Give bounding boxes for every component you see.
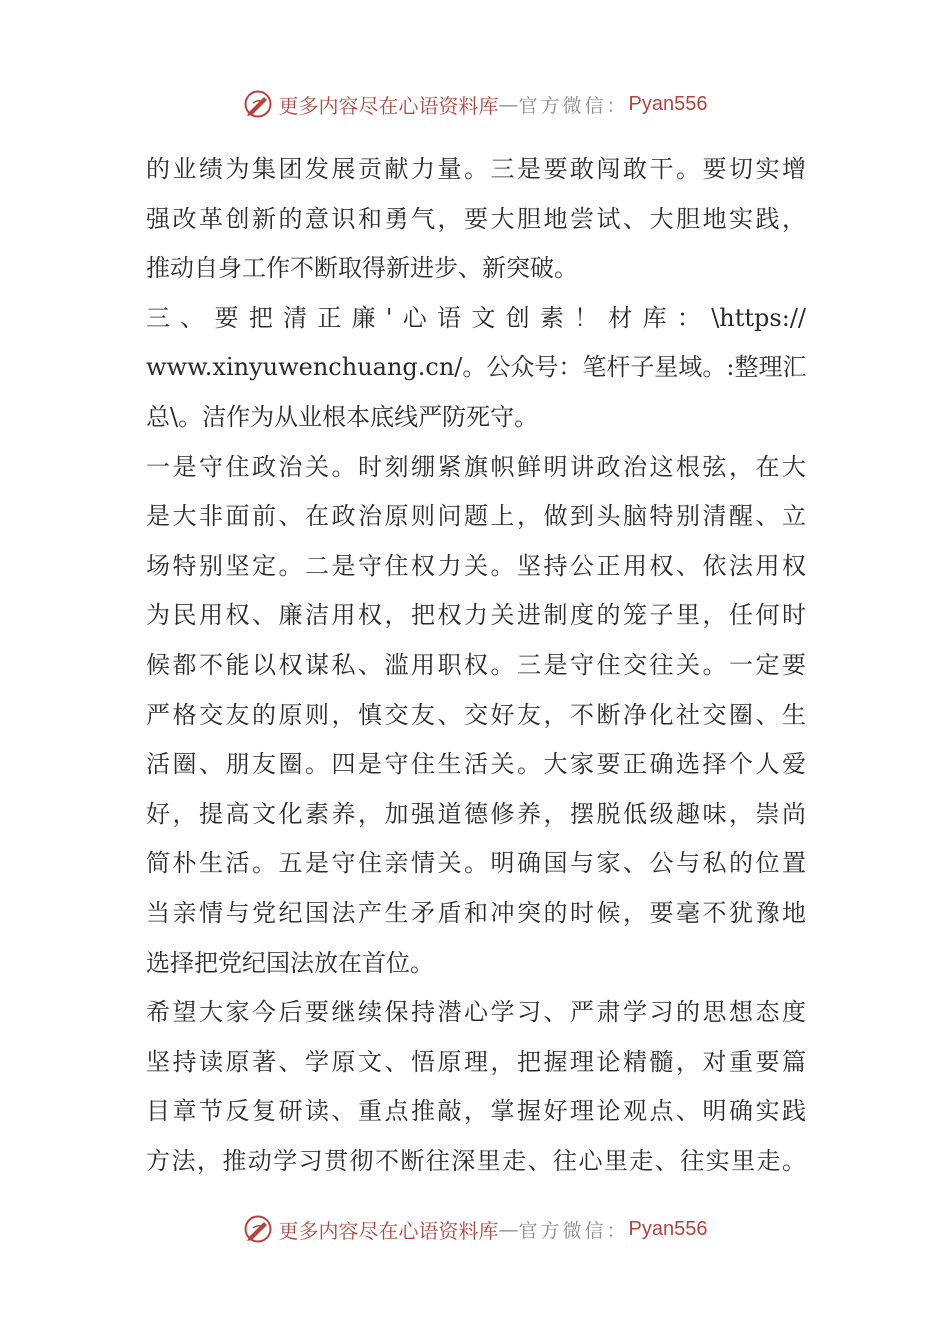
text-line: 选择把党纪国法放在首位。 — [146, 948, 434, 977]
text-line: www.xinyuwenchuang.cn/。公众号：笔杆子星域。:整理汇 — [146, 353, 806, 382]
text-line: 好，提高文化素养，加强道德修养，摆脱低级趣味，崇尚 — [146, 799, 806, 828]
header-wechat-label: 官方微信： — [518, 94, 629, 117]
header-brand-text: 更多内容尽在心语资料库 — [278, 93, 499, 118]
footer-wechat-label: 官方微信： — [518, 1219, 629, 1242]
text-line: 候都不能以权谋私、滥用职权。三是守住交往关。一定要 — [146, 650, 806, 679]
text-line: 总\。洁作为从业根本底线严防死守。 — [146, 402, 539, 431]
text-line: 是大非面前、在政治原则问题上，做到头脑特别清醒、立 — [146, 502, 806, 531]
text-line: 为民用权、廉洁用权，把权力关进制度的笼子里，任何时 — [146, 601, 806, 630]
text-line: 推动自身工作不断取得新进步、新突破。 — [146, 254, 578, 283]
text-line: 三、要把清正廉'心语文创素！材库：\https:// — [146, 303, 806, 332]
text-line: 希望大家今后要继续保持潜心学习、严肃学习的思想态度 — [146, 998, 806, 1027]
text-line: 场特别坚定。二是守住权力关。坚持公正用权、依法用权 — [146, 551, 806, 580]
text-line: 坚持读原著、学原文、悟原理，把握理论精髓，对重要篇 — [146, 1047, 806, 1076]
text-line: 一是守住政治关。时刻绷紧旗帜鲜明讲政治这根弦，在大 — [146, 452, 806, 481]
footer-separator: — — [498, 1217, 519, 1241]
header-wechat-id: Pyan556 — [628, 92, 708, 115]
text-line: 当亲情与党纪国法产生矛盾和冲突的时候，要毫不犹豫地 — [146, 898, 806, 927]
text-line: 活圈、朋友圈。四是守住生活关。大家要正确选择个人爱 — [146, 750, 806, 779]
text-line: 强改革创新的意识和勇气，要大胆地尝试、大胆地实践， — [146, 204, 806, 233]
text-line: 的业绩为集团发展贡献力量。三是要敢闯敢干。要切实增 — [146, 155, 806, 183]
pen-logo-icon — [243, 1214, 273, 1244]
text-line: 严格交友的原则，慎交友、交好友，不断净化社交圈、生 — [146, 700, 806, 729]
document-body — [146, 145, 806, 1186]
footer-wechat-id: Pyan556 — [628, 1217, 708, 1240]
text-line: 简朴生活。五是守住亲情关。明确国与家、公与私的位置 — [146, 849, 806, 878]
pen-logo-icon — [243, 89, 273, 119]
header-separator: — — [498, 92, 519, 116]
header-banner — [0, 84, 950, 124]
text-line: 方法，推动学习贯彻不断往深里走、往心里走、往实里走。 — [146, 1146, 806, 1175]
footer-brand-text: 更多内容尽在心语资料库 — [278, 1218, 499, 1243]
footer-banner — [0, 1209, 950, 1249]
text-line: 目章节反复研读、重点推敲，掌握好理论观点、明确实践 — [146, 1097, 806, 1126]
